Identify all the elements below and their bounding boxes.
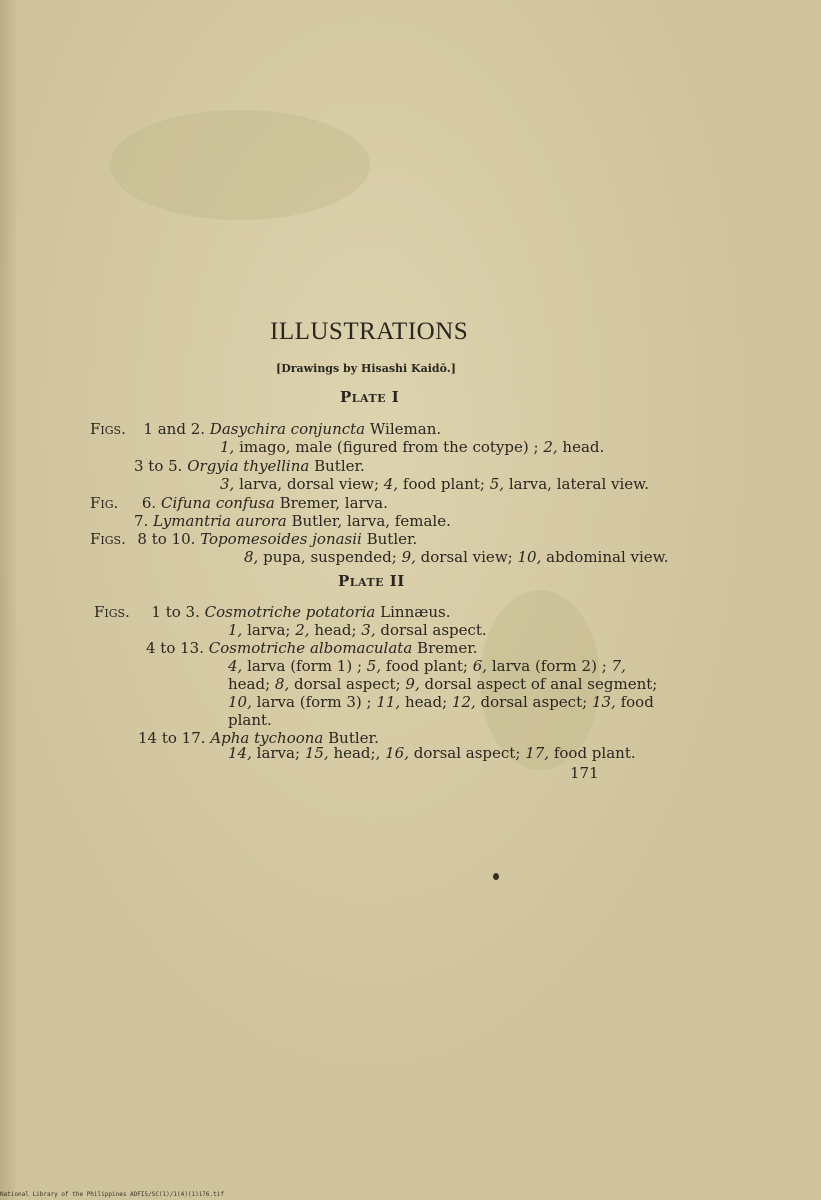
description-text: larva; [247,621,291,639]
figure-ref: 13, [591,693,616,711]
entry-line [146,639,478,657]
figure-numbers: 14 to 17. [138,729,206,747]
figure-ref: 11, [376,693,401,711]
figure-ref: 3, [220,475,235,493]
entry-detail: Bremer, larva. [279,494,388,512]
species-name: Dasychira conjuncta [209,420,366,438]
figure-numbers: 6. [141,494,157,512]
figure-ref: 9, [401,548,416,566]
entry-line [134,512,451,530]
figure-ref: 17, [525,744,550,762]
figure-ref: 9, [405,675,420,693]
figure-numbers: 1 to 3. [151,603,200,621]
figure-ref: 4, [228,657,243,675]
description-text: larva, lateral view. [508,475,650,493]
description-text: head. [562,438,605,456]
page-title: ILLUSTRATIONS [270,318,469,345]
entry-description [228,675,657,693]
figure-ref: 8, [244,548,259,566]
figure-ref: 14, [228,744,252,762]
ink-speck [493,873,499,880]
description-text: dorsal aspect; [294,675,401,693]
description-text: dorsal aspect of anal segment; [424,675,658,693]
species-name: Apha tychoona [210,729,324,747]
entry-description [228,711,272,729]
bleed-through-stain [110,110,370,220]
description-text: head; [314,621,357,639]
figure-numbers: 8 to 10. [137,530,196,548]
figure-ref: 5, [489,475,505,493]
scan-footer: National Library of the Philippines ADFI5/SC(1)/1(4)(1)176.tif [0,1191,224,1198]
plate-heading [340,388,399,406]
description-text: head; [404,693,448,711]
description-text: food [620,693,654,711]
species-name: Lymantria aurora [153,512,287,530]
plate-heading-text: Plate I [340,388,400,406]
description-text: abdominal view. [546,548,669,566]
description-text: food plant; [385,657,468,675]
figure-ref: 7, [611,657,626,675]
plate-heading-text: Plate II [338,572,405,590]
figure-ref: 1, [228,621,243,639]
description-text: dorsal aspect; [480,693,588,711]
figure-ref: 8, [274,675,290,693]
figure-ref: 3, [361,621,376,639]
author-name: Butler. [328,729,379,747]
figure-ref: 2, [543,438,558,456]
description-text: larva, dorsal view; [239,475,380,493]
description-text: pupa, suspended; [263,548,397,566]
description-text: imago, male (figured from the cotype) ; [239,438,539,456]
species-name: Cosmotriche potatoria [204,603,376,621]
entry-description [220,438,604,456]
species-name: Cosmotriche albomaculata [208,639,413,657]
description-text: food plant; [402,475,485,493]
description-text: dorsal view; [420,548,513,566]
figure-ref: 5, [366,657,382,675]
figure-ref: 2, [295,621,310,639]
author-name: Butler. [366,530,418,548]
entry-description [220,475,649,493]
figure-ref: 12, [451,693,476,711]
description-text: head;, [333,744,381,762]
entry-description [228,657,626,675]
entry-line [90,530,417,548]
drawings-credit: [Drawings by Hisashi Kaidō.] [276,362,456,375]
author-name: Wileman. [369,420,442,438]
entry-description [228,693,654,711]
figure-ref: 15, [304,744,329,762]
figure-numbers: 3 to 5. [134,457,183,475]
figure-ref: 10, [517,548,542,566]
entry-line [134,457,365,475]
figs-label: Figs. [90,420,126,438]
figure-ref: 10, [228,693,252,711]
figs-label: Figs. [94,603,130,621]
figure-numbers: 1 and 2. [143,420,206,438]
species-name: Cifuna confusa [160,494,275,512]
figs-label: Figs. [90,530,126,548]
entry-description [244,548,668,566]
entry-line [90,494,388,512]
figure-ref: 6, [472,657,488,675]
description-text: dorsal aspect; [413,744,521,762]
author-name: Bremer. [417,639,478,657]
figure-ref: 4, [383,475,399,493]
description-text: larva (form 1) ; [247,657,363,675]
author-name: Butler. [314,457,365,475]
species-name: Topomesoides jonasii [200,530,362,548]
description-text: food plant. [553,744,636,762]
figure-ref: 16, [385,744,409,762]
figure-ref: 1, [220,438,235,456]
entry-line [90,420,441,438]
description-text: larva (form 3) ; [256,693,372,711]
page-number: 171 [570,764,599,782]
entry-description [228,621,487,639]
figure-numbers: 7. [134,512,149,530]
entry-line [94,603,450,621]
description-text: dorsal aspect. [380,621,487,639]
plate-heading [338,572,405,590]
fig-label: Fig. [90,494,119,512]
description-text: plant. [228,711,272,729]
figure-numbers: 4 to 13. [146,639,204,657]
entry-detail: Butler, larva, female. [291,512,451,530]
description-text: larva (form 2) ; [491,657,607,675]
description-text: head; [228,675,271,693]
entry-description [228,744,636,762]
author-name: Linnæus. [380,603,451,621]
description-text: larva; [256,744,301,762]
species-name: Orgyia thyellina [187,457,310,475]
